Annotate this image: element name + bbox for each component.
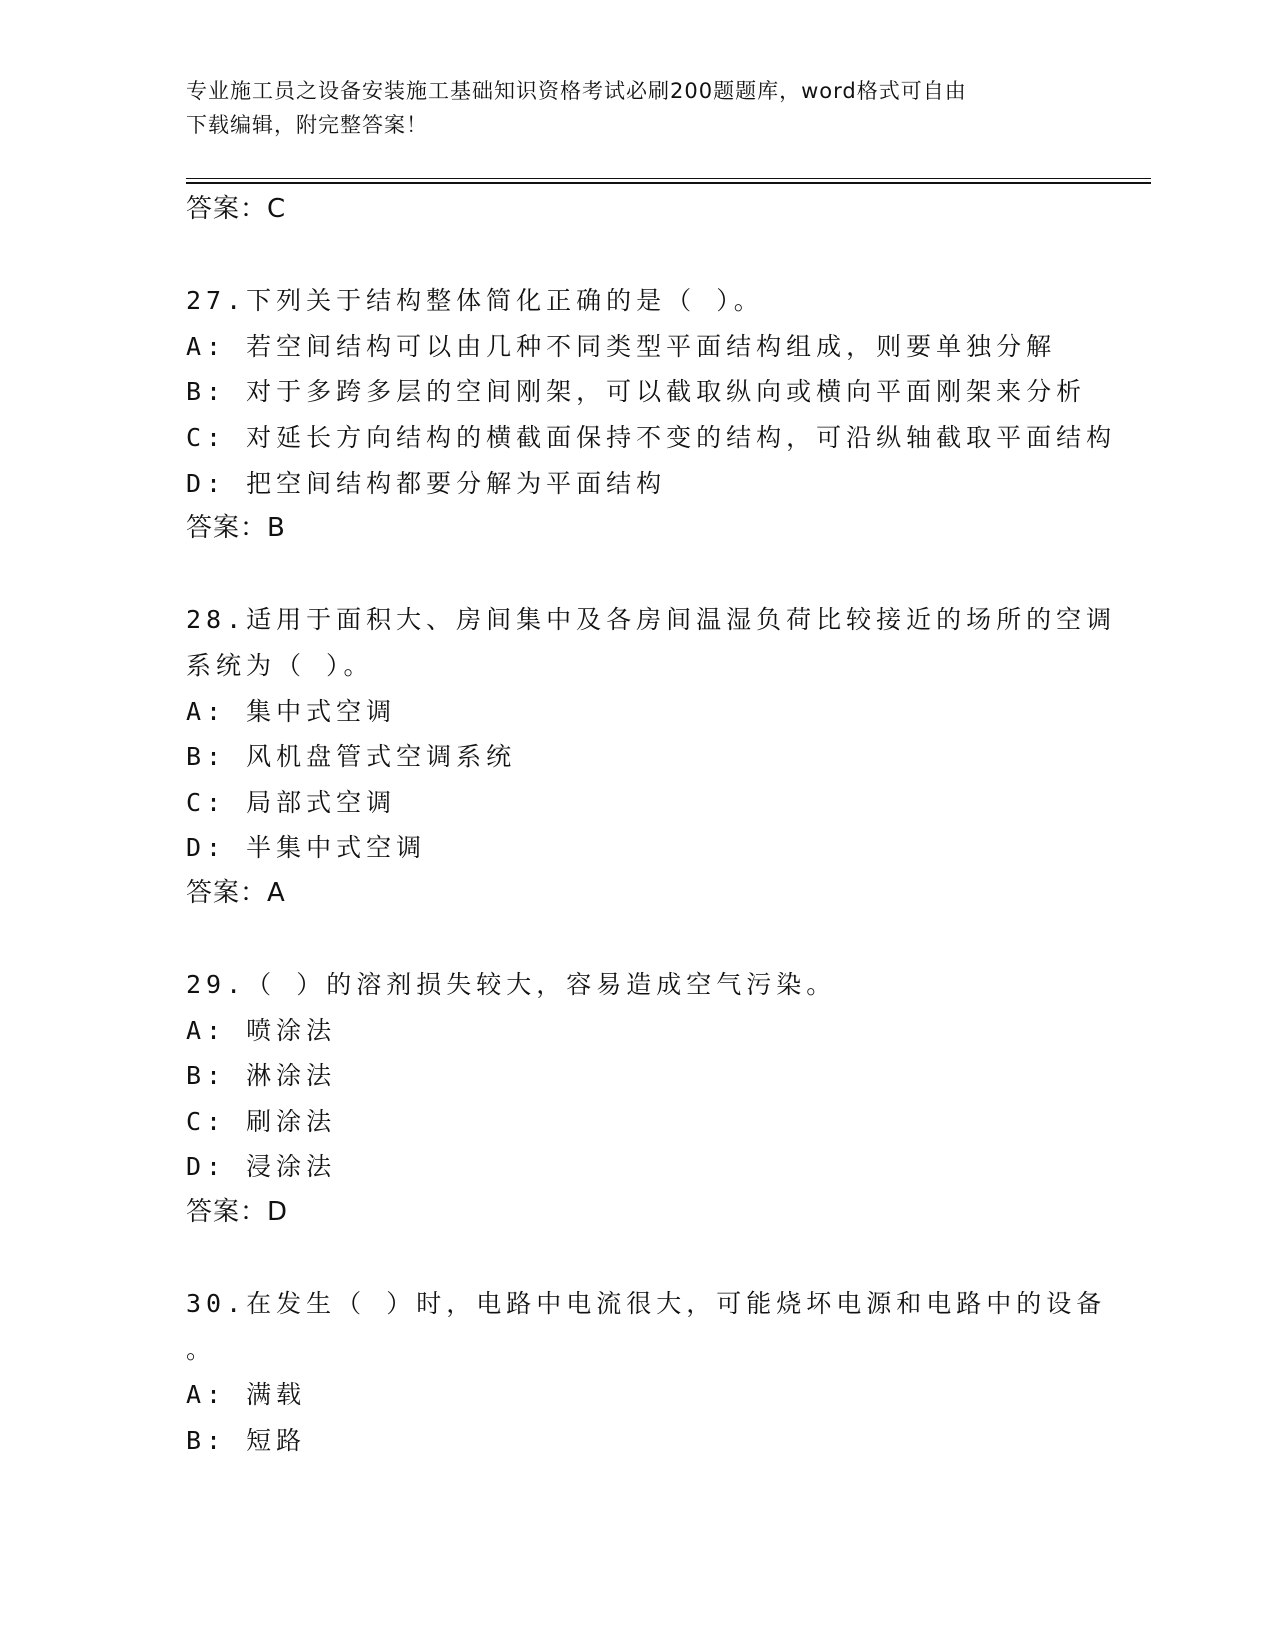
header-divider-thin xyxy=(186,178,1151,179)
header-line-2: 下载编辑，附完整答案！ xyxy=(186,113,428,137)
header-line-1: 专业施工员之设备安装施工基础知识资格考试必刷200题题库，word格式可自由 xyxy=(186,79,967,103)
question-30-option-a: A: 满载 xyxy=(186,1380,307,1410)
question-27-stem: 27.下列关于结构整体简化正确的是（ ）。 xyxy=(186,286,764,316)
question-28-option-a: A: 集中式空调 xyxy=(186,696,397,726)
question-28-stem-1: 28.适用于面积大、房间集中及各房间温湿负荷比较接近的场所的空调 xyxy=(186,605,1117,635)
blank-line xyxy=(186,1236,1086,1282)
question-29-option-a: A: 喷涂法 xyxy=(186,1015,337,1045)
document-header xyxy=(186,74,1066,142)
header-divider-thick xyxy=(186,182,1151,184)
answer-29: 答案：D xyxy=(186,1197,289,1228)
question-list xyxy=(186,187,1117,1464)
blank-line xyxy=(186,233,1086,279)
answer-27: 答案：B xyxy=(186,513,286,544)
question-27-option-d: D: 把空间结构都要分解为平面结构 xyxy=(186,468,667,498)
question-30-option-b: B: 短路 xyxy=(186,1426,307,1456)
answer-28: 答案：A xyxy=(186,877,286,908)
question-29-option-c: C: 刷涂法 xyxy=(186,1106,337,1136)
blank-line xyxy=(186,552,1086,598)
answer-26: 答案：C xyxy=(186,194,287,224)
question-29-stem: 29.（ ）的溶剂损失较大，容易造成空气污染。 xyxy=(186,970,837,1000)
question-28-option-b: B: 风机盘管式空调系统 xyxy=(186,742,517,772)
blank-line xyxy=(186,917,1086,963)
question-27-option-c: C: 对延长方向结构的横截面保持不变的结构，可沿纵轴截取平面结构 xyxy=(186,422,1117,452)
question-27-option-b: B: 对于多跨多层的空间刚架，可以截取纵向或横向平面刚架来分析 xyxy=(186,377,1087,407)
question-29-option-b: B: 淋涂法 xyxy=(186,1061,337,1091)
question-28-option-c: C: 局部式空调 xyxy=(186,787,397,817)
question-28-stem-2: 系统为（ ）。 xyxy=(186,650,374,680)
question-28-option-d: D: 半集中式空调 xyxy=(186,833,427,863)
question-29-option-d: D: 浸涂法 xyxy=(186,1152,337,1182)
question-30-stem-2: 。 xyxy=(186,1334,217,1364)
question-27-option-a: A: 若空间结构可以由几种不同类型平面结构组成，则要单独分解 xyxy=(186,331,1057,361)
question-30-stem-1: 30.在发生（ ）时，电路中电流很大，可能烧坏电源和电路中的设备 xyxy=(186,1289,1107,1319)
